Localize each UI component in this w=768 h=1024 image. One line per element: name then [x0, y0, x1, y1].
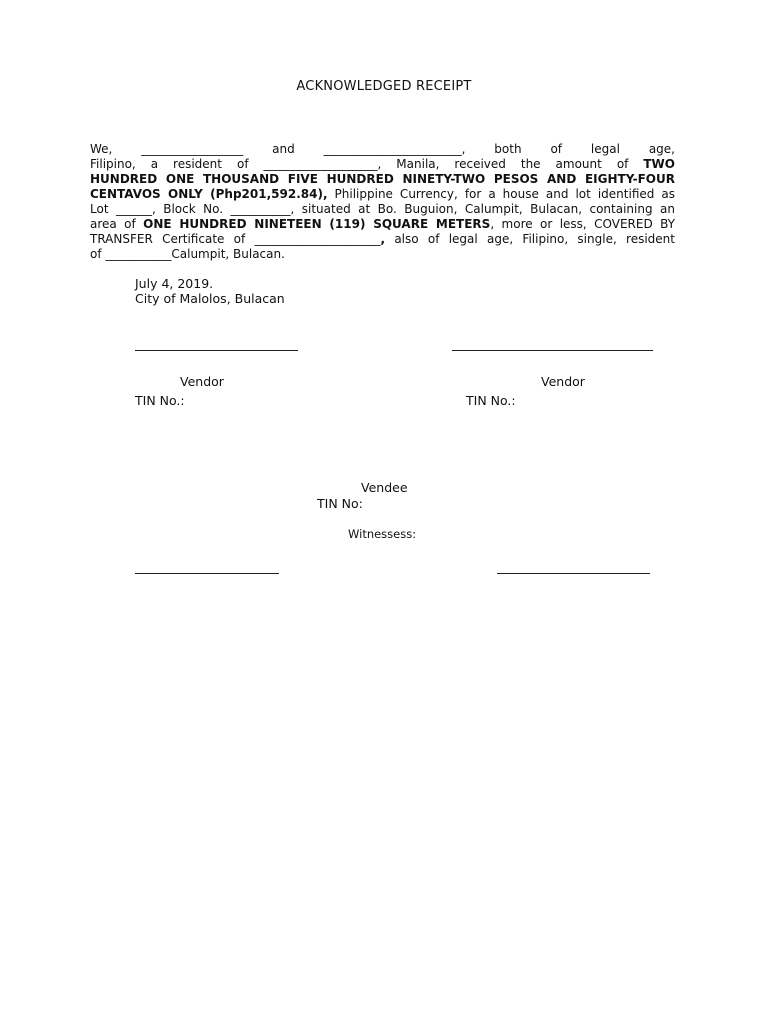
body-text-segment: of ___________Calumpit, Bulacan. — [90, 247, 285, 261]
body-line-7 — [90, 232, 675, 247]
amount-words-end: CENTAVOS ONLY (Php201,592.84), — [90, 187, 328, 201]
receipt-body — [90, 142, 675, 262]
body-text-segment: We, _________________ and _______________________, both of legal age, — [90, 142, 675, 156]
body-line-4 — [90, 187, 675, 202]
body-text-segment: also of legal age, Filipino, single, resident — [394, 232, 675, 246]
receipt-date: July 4, 2019. — [135, 276, 214, 291]
comma-bold: , — [380, 232, 386, 246]
receipt-place: City of Malolos, Bulacan — [135, 291, 285, 306]
body-line-1 — [90, 142, 675, 157]
body-text-segment: Filipino, a resident of ___________________, Manila, received the amount of — [90, 157, 629, 171]
body-line-6 — [90, 217, 675, 232]
area-words: ONE HUNDRED NINETEEN (119) SQUARE METERS — [143, 217, 491, 231]
body-line-5 — [90, 202, 675, 217]
vendor1-label: Vendor — [180, 374, 224, 389]
body-text-segment: , more or less, COVERED BY — [490, 217, 675, 231]
document-title: ACKNOWLEDGED RECEIPT — [296, 79, 472, 94]
witness1-signature-line — [135, 573, 279, 574]
witness-label: Witnessess: — [348, 527, 417, 541]
body-line-8 — [90, 247, 675, 262]
body-text-segment: Lot ______, Block No. __________, situated at Bo. Buguion, Calumpit, Bulacan, containing an — [90, 202, 675, 216]
body-line-3 — [90, 172, 675, 187]
amount-words: HUNDRED ONE THOUSAND FIVE HUNDRED NINETY-TWO PESOS AND EIGHTY-FOUR — [90, 172, 675, 186]
vendor2-signature-line — [452, 350, 653, 351]
vendee-tin: TIN No: — [317, 496, 363, 511]
witness2-signature-line — [497, 573, 650, 574]
vendor2-label: Vendor — [541, 374, 585, 389]
vendor1-signature-line — [135, 350, 298, 351]
amount-words-start: TWO — [643, 157, 675, 171]
body-text-segment: TRANSFER Certificate of _____________________ — [90, 232, 381, 246]
body-text-segment: Philippine Currency, for a house and lot identified as — [334, 187, 675, 201]
vendee-label: Vendee — [361, 480, 408, 495]
vendor1-tin: TIN No.: — [135, 393, 185, 408]
body-line-2 — [90, 157, 675, 172]
vendor2-tin: TIN No.: — [466, 393, 516, 408]
body-text-segment: area of — [90, 217, 136, 231]
